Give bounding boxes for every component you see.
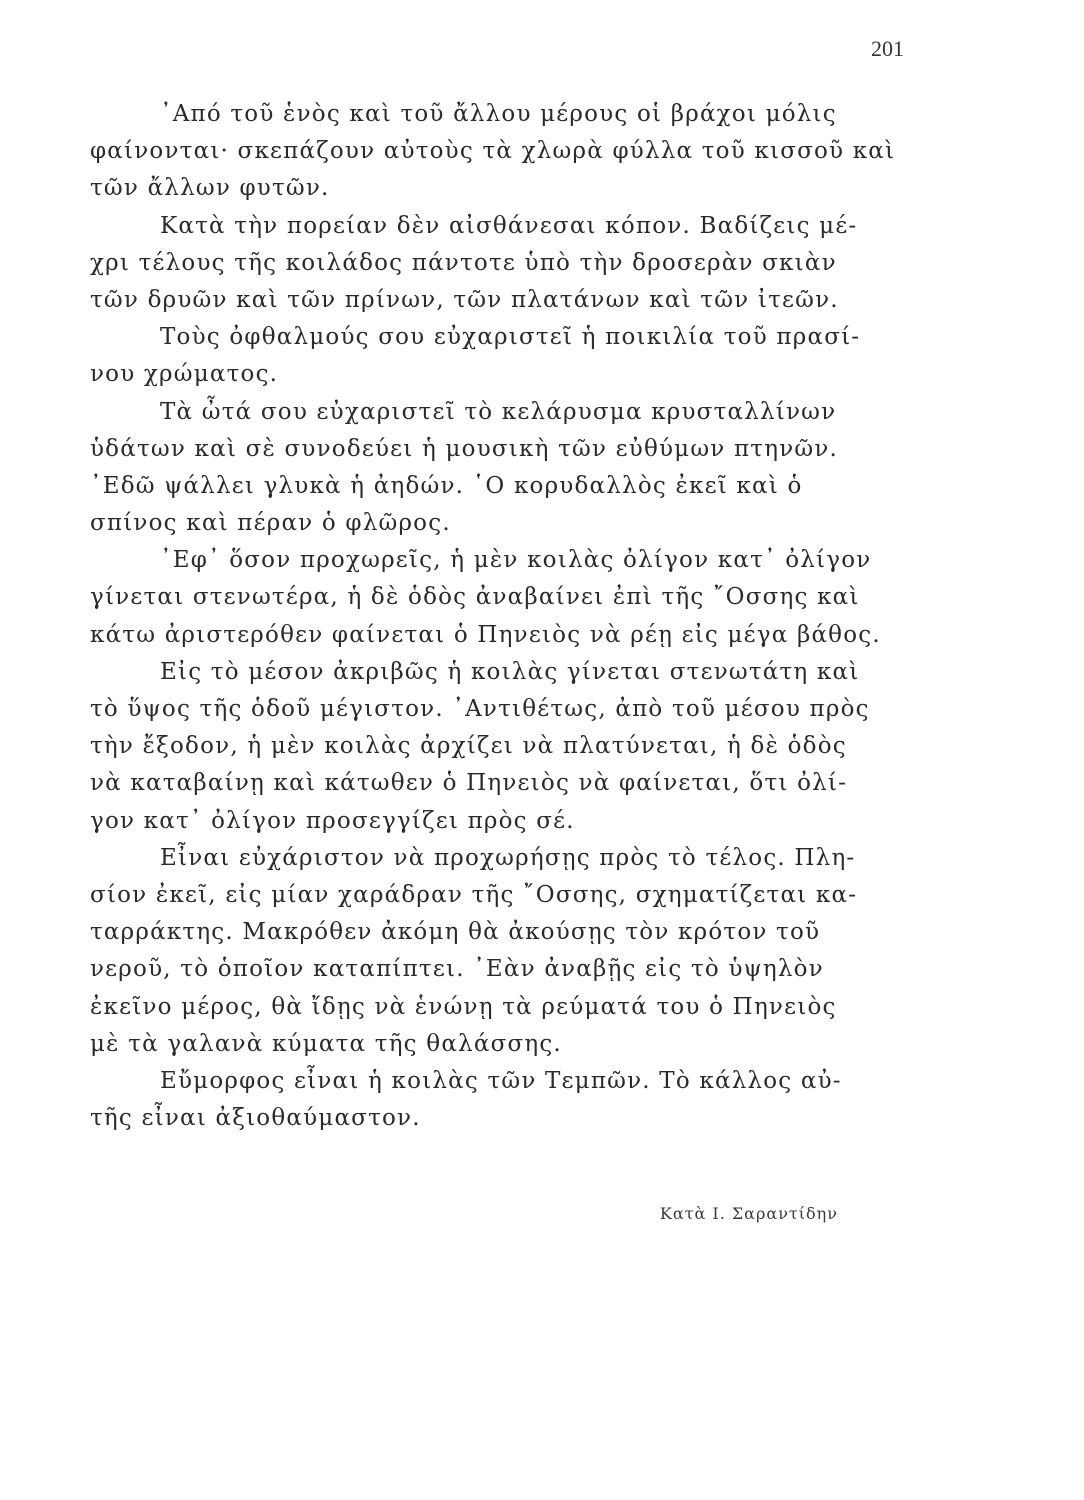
body-text <box>90 96 920 1137</box>
text-line: Τοὺς ὀφθαλμούς σου εὐχαριστεῖ ἡ ποικιλία τοῦ πρασί- <box>160 324 861 351</box>
text-line: Εἶναι εὐχάριστον νὰ προχωρήσῃς πρὸς τὸ τέλος. Πλη- <box>160 844 856 871</box>
text-line: Κατὰ τὴν πορείαν δὲν αἰσθάνεσαι κόπον. Βαδίζεις μέ- <box>160 212 858 239</box>
text-line: Εὔμορφος εἶναι ἡ κοιλὰς τῶν Τεμπῶν. Τὸ κάλλος αὐ- <box>160 1067 842 1094</box>
text-line: ὑδάτων καὶ σὲ συνοδεύει ἡ μουσικὴ τῶν εὐθύμων πτηνῶν. <box>90 435 839 462</box>
text-line: γον κατ᾿ ὀλίγον προσεγγίζει πρὸς σέ. <box>90 807 575 834</box>
text-line: Τὰ ὦτά σου εὐχαριστεῖ τὸ κελάρυσμα κρυσταλλίνων <box>160 398 837 425</box>
text-line: ᾿Εφ᾿ ὅσον προχωρεῖς, ἡ μὲν κοιλὰς ὀλίγον κατ᾿ ὀλίγον <box>160 547 872 574</box>
text-line: μὲ τὰ γαλανὰ κύματα τῆς θαλάσσης. <box>90 1030 562 1057</box>
text-line: γίνεται στενωτέρα, ἡ δὲ ὁδὸς ἀναβαίνει ἐπὶ τῆς ῎Οσσης καὶ <box>90 584 860 611</box>
text-line: τῶν ἄλλων φυτῶν. <box>90 175 330 202</box>
text-line: ἐκεῖνο μέρος, θὰ ἴδῃς νὰ ἑνώνῃ τὰ ρεύματά του ὁ Πηνειὸς <box>90 993 837 1020</box>
author-attribution: Κατὰ Ι. Σαραντίδην <box>659 1204 838 1223</box>
text-line: σπίνος καὶ πέραν ὁ φλῶρος. <box>90 510 451 537</box>
page-number: 201 <box>871 36 904 61</box>
text-line: σίον ἐκεῖ, εἰς μίαν χαράδραν τῆς ῎Οσσης, σχηματίζεται κα- <box>90 881 858 908</box>
text-line: κάτω ἀριστερόθεν φαίνεται ὁ Πηνειὸς νὰ ρέῃ εἰς μέγα βάθος. <box>90 621 881 648</box>
text-line: τῆς εἶναι ἀξιοθαύμαστον. <box>90 1105 421 1132</box>
text-line: χρι τέλους τῆς κοιλάδος πάντοτε ὑπὸ τὴν δροσερὰν σκιὰν <box>90 249 837 276</box>
text-line: τὴν ἔξοδον, ἡ μὲν κοιλὰς ἀρχίζει νὰ πλατύνεται, ἡ δὲ ὁδὸς <box>90 733 847 760</box>
text-line: ᾿Από τοῦ ἑνὸς καὶ τοῦ ἄλλου μέρους οἱ βράχοι μόλις <box>160 101 837 127</box>
text-line: νου χρώματος. <box>90 361 279 388</box>
text-line: νὰ καταβαίνῃ καὶ κάτωθεν ὁ Πηνειὸς νὰ φαίνεται, ὅτι ὀλί- <box>90 770 848 797</box>
text-line: τῶν δρυῶν καὶ τῶν πρίνων, τῶν πλατάνων καὶ τῶν ἰτεῶν. <box>90 286 839 313</box>
text-line: ᾿Εδῶ ψάλλει γλυκὰ ἡ ἀηδών. ῾Ο κορυδαλλὸς ἐκεῖ καὶ ὁ <box>90 472 803 499</box>
text-line: τὸ ὕψος τῆς ὁδοῦ μέγιστον. ᾿Αντιθέτως, ἀπὸ τοῦ μέσου πρὸς <box>90 696 870 722</box>
text-line: Εἰς τὸ μέσον ἀκριβῶς ἡ κοιλὰς γίνεται στενωτάτη καὶ <box>160 658 860 685</box>
text-line: νεροῦ, τὸ ὁποῖον καταπίπτει. ᾿Εὰν ἀναβῇς εἰς τὸ ὑψηλὸν <box>90 956 824 983</box>
text-line: ταρράκτης. Μακρόθεν ἀκόμη θὰ ἀκούσῃς τὸν κρότον τοῦ <box>90 919 821 946</box>
text-line: φαίνονται· σκεπάζουν αὐτοὺς τὰ χλωρὰ φύλλα τοῦ κισσοῦ καὶ <box>90 138 896 165</box>
